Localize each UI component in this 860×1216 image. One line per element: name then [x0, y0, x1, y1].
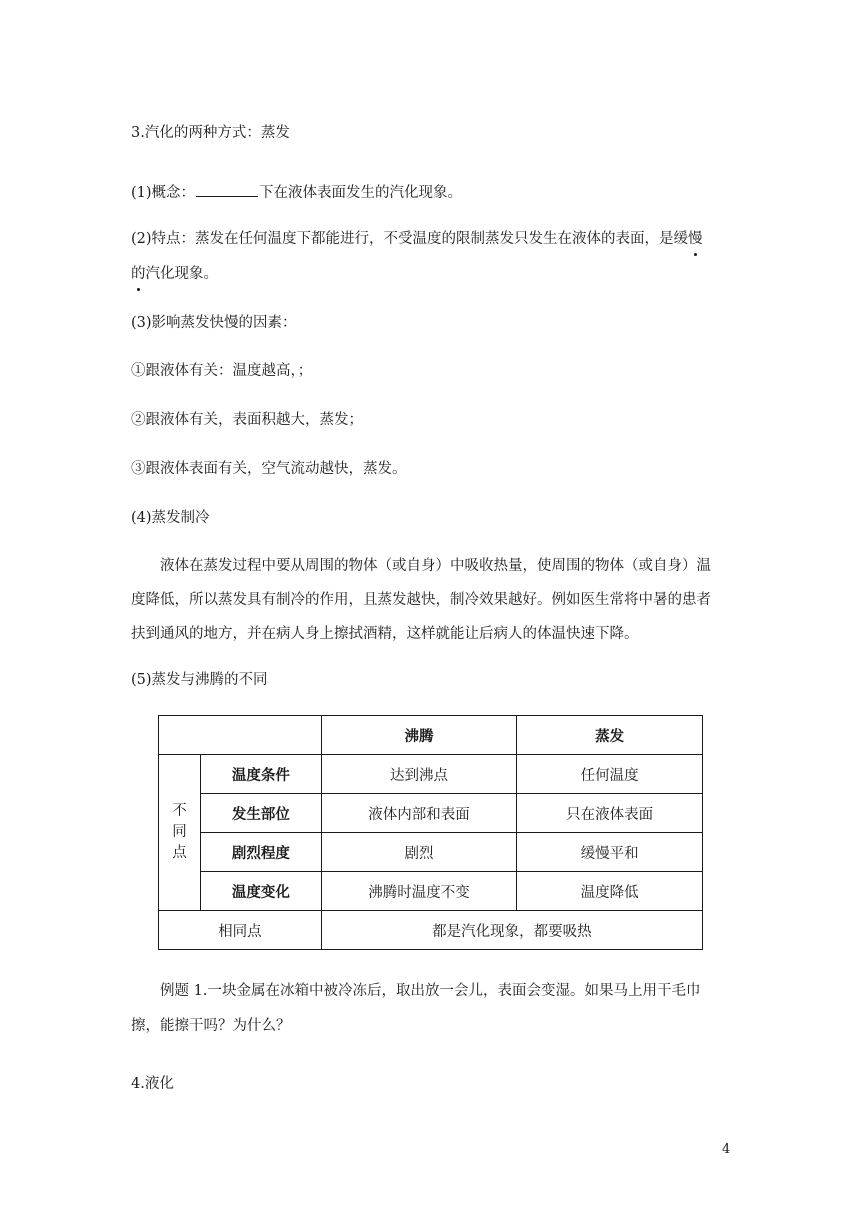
example-question-line: 擦，能擦干吗？为什么？	[131, 1018, 291, 1034]
header-evaporation: 蒸发	[517, 716, 703, 755]
table-row	[159, 872, 703, 911]
feature-line-2	[131, 264, 218, 284]
table-row	[159, 755, 703, 794]
boiling-cell: 沸腾时温度不变	[321, 872, 517, 911]
factor-item-2: ②跟液体有关，表面积越大，蒸发；	[131, 412, 363, 428]
factors-title: (3)影响蒸发快慢的因素：	[131, 315, 297, 331]
concept-prefix: (1)概念：	[131, 185, 196, 201]
concept-suffix: 下在液体表面发生的汽化现象。	[259, 185, 463, 201]
fill-in-blank	[196, 182, 258, 197]
boiling-cell: 达到沸点	[321, 755, 517, 794]
row-label: 温度变化	[200, 872, 321, 911]
differences-label: 不 同 点	[159, 755, 201, 911]
feature-text-rest: 汽化现象。	[145, 266, 218, 282]
page-number: 4	[722, 1142, 731, 1157]
cooling-paragraph-line: 液体在蒸发过程中要从周围的物体（或自身）中吸收热量，使周围的物体（或自身）温	[160, 558, 711, 574]
common-label: 相同点	[159, 911, 322, 950]
section-heading-evaporation: 3.汽化的两种方式：蒸发	[131, 125, 290, 141]
cooling-paragraph-line: 扶到通风的地方，并在病人身上擦拭酒精，这样就能让后病人的体温快速下降。	[131, 626, 639, 642]
table-header-row	[159, 716, 703, 755]
boiling-cell: 剧烈	[321, 833, 517, 872]
feature-text: (2)特点：蒸发在任何温度下都能进行，不受温度的限制蒸发只发生在液体的表面，是缓	[131, 231, 689, 247]
emphasis-char: 慢	[688, 231, 703, 247]
factor-item-1: ①跟液体有关：温度越高，；	[131, 363, 313, 379]
evaporation-cell: 温度降低	[517, 872, 703, 911]
example-question-line: 例题 1.一块金属在冰箱中被冷冻后，取出放一会儿，表面会变湿。如果马上用干毛巾	[160, 983, 701, 999]
difference-title: (5)蒸发与沸腾的不同	[131, 672, 268, 688]
comparison-table	[158, 715, 703, 950]
boiling-cell: 液体内部和表面	[321, 794, 517, 833]
row-label: 温度条件	[200, 755, 321, 794]
table-row	[159, 794, 703, 833]
concept-line	[131, 182, 462, 203]
table-corner-cell	[159, 716, 322, 755]
common-value: 都是汽化现象，都要吸热	[321, 911, 702, 950]
cooling-title: (4)蒸发制冷	[131, 510, 210, 526]
row-label: 发生部位	[200, 794, 321, 833]
table-row	[159, 833, 703, 872]
factor-item-3: ③跟液体表面有关，空气流动越快，蒸发。	[131, 461, 407, 477]
header-boiling: 沸腾	[321, 716, 517, 755]
emphasis-char: 的	[131, 266, 146, 282]
evaporation-cell: 缓慢平和	[517, 833, 703, 872]
row-label: 剧烈程度	[200, 833, 321, 872]
table-common-row	[159, 911, 703, 950]
feature-line-1	[131, 229, 703, 249]
evaporation-cell: 只在液体表面	[517, 794, 703, 833]
section-heading-liquefaction: 4.液化	[131, 1076, 174, 1092]
cooling-paragraph-line: 度降低，所以蒸发具有制冷的作用，且蒸发越快，制冷效果越好。例如医生常将中暑的患者	[131, 592, 711, 608]
evaporation-cell: 任何温度	[517, 755, 703, 794]
